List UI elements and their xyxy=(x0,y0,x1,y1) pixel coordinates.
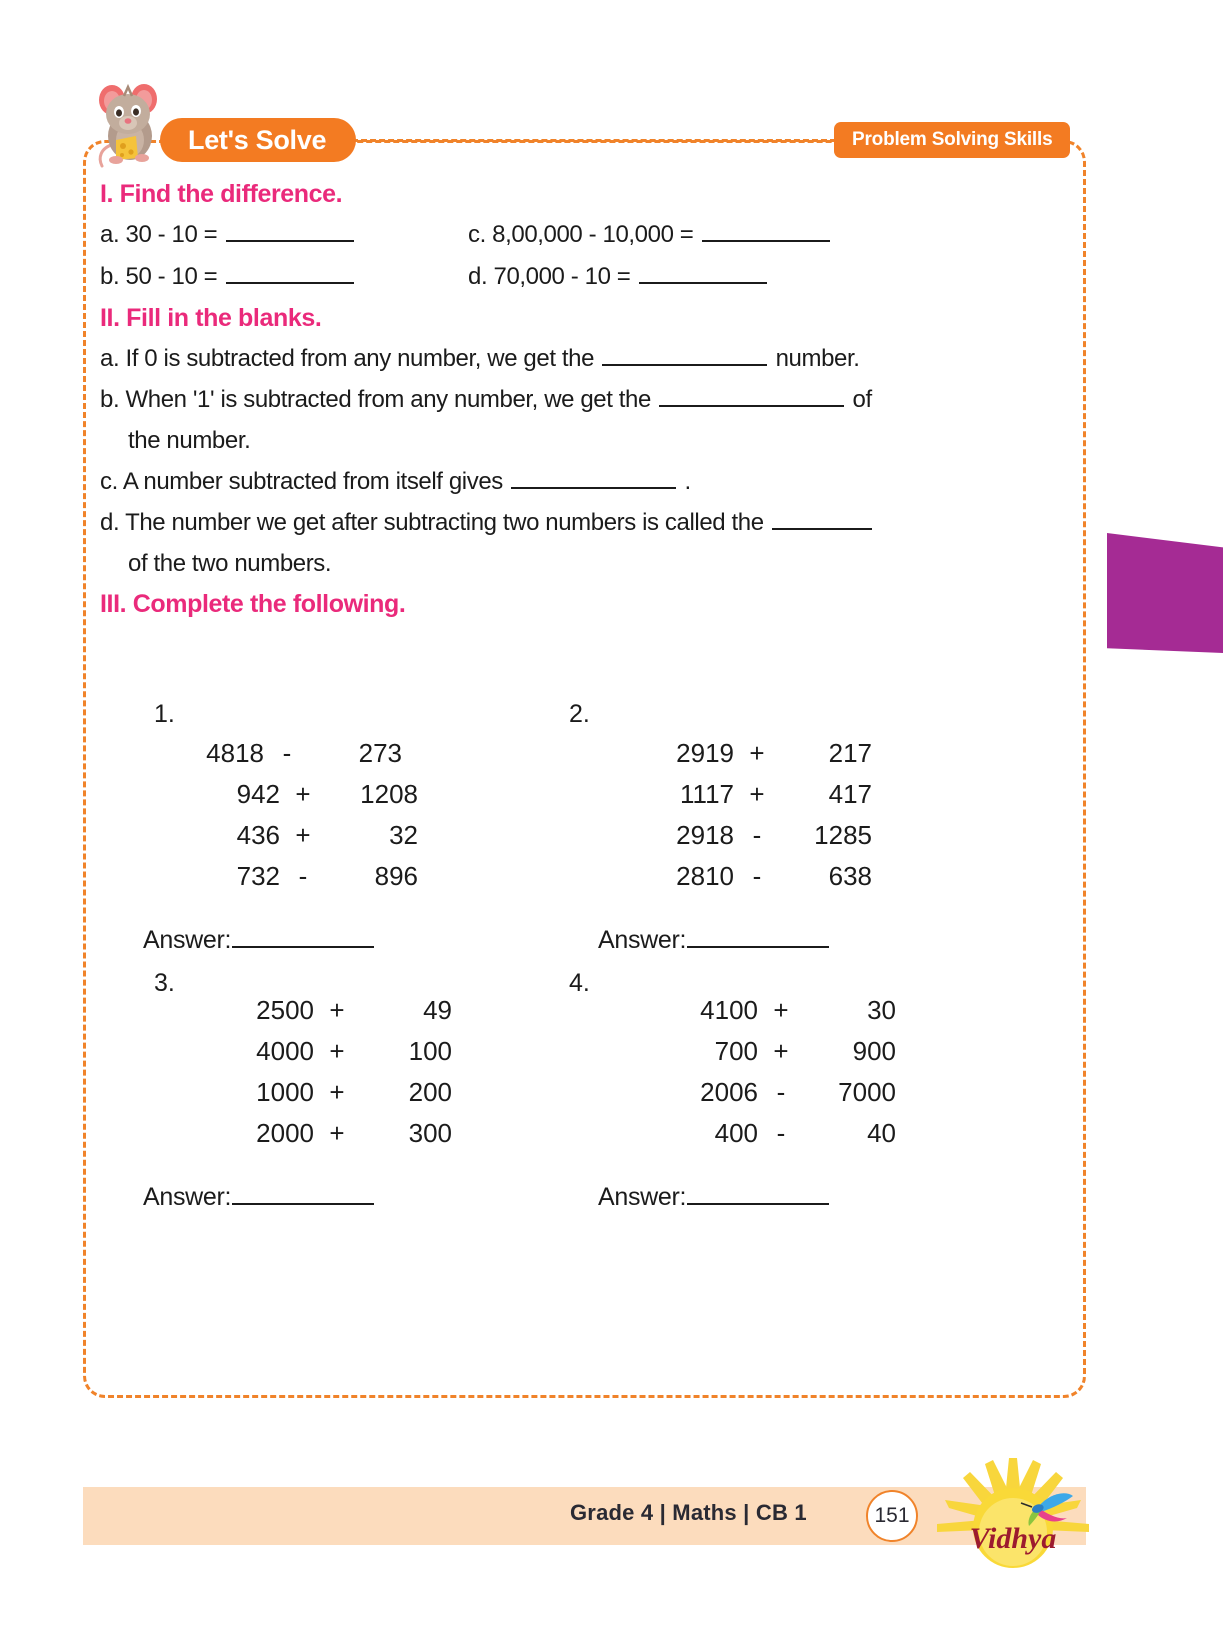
equation-row xyxy=(666,1077,980,1108)
operand-right: 300 xyxy=(408,1118,452,1148)
item-text-before: When '1' is subtracted from any number, we get the xyxy=(125,386,651,413)
operator: + xyxy=(295,779,311,809)
answer-blank[interactable] xyxy=(602,364,767,366)
operand-right: 1208 xyxy=(360,779,418,809)
operator: + xyxy=(773,995,789,1025)
operand-right: 7000 xyxy=(838,1077,896,1107)
answer-label: Answer: xyxy=(143,926,232,954)
equation-row xyxy=(188,779,530,810)
answer-blank[interactable] xyxy=(772,528,872,530)
mouse-with-cheese-icon xyxy=(88,78,180,170)
equation-row xyxy=(222,995,530,1026)
operator: + xyxy=(329,1036,345,1066)
section-2-item-b xyxy=(100,379,1075,420)
equation-row xyxy=(642,861,980,892)
equation-row xyxy=(666,1118,980,1149)
page-number-badge: 151 xyxy=(866,1490,918,1542)
problem-block-1 xyxy=(100,738,530,955)
item-text: 50 - 10 = xyxy=(125,263,218,290)
problem-block-2 xyxy=(550,738,980,955)
answer-label: Answer: xyxy=(598,1183,687,1211)
section-1-item-c xyxy=(468,214,1075,256)
item-text: 8,00,000 - 10,000 = xyxy=(492,221,694,248)
operand-left: 732 xyxy=(236,861,280,891)
page-edge-tab xyxy=(1107,533,1223,653)
section-2-heading: II. Fill in the blanks. xyxy=(100,304,322,332)
equation-row xyxy=(188,820,530,851)
operand-left: 942 xyxy=(236,779,280,809)
equation-row xyxy=(188,861,530,892)
problem-number-4: 4. xyxy=(569,969,590,997)
section-1-heading: I. Find the difference. xyxy=(100,180,343,208)
worksheet-content xyxy=(100,180,1075,624)
operand-left: 400 xyxy=(714,1118,758,1148)
item-text-before: If 0 is subtracted from any number, we get the xyxy=(125,345,595,372)
operand-right: 40 xyxy=(867,1118,896,1148)
section-2-item-d-continuation: of the two numbers. xyxy=(128,550,332,577)
equation-list xyxy=(100,738,530,892)
item-text-after: of xyxy=(852,386,872,413)
operand-right: 49 xyxy=(423,995,452,1025)
operator: - xyxy=(752,861,762,891)
equation-list xyxy=(550,995,980,1149)
section-1-item-b xyxy=(100,256,468,298)
item-label: a. xyxy=(100,345,120,372)
answer-row-4 xyxy=(598,1183,980,1212)
equation-row xyxy=(642,779,980,810)
operand-right: 900 xyxy=(852,1036,896,1066)
operand-left: 2000 xyxy=(256,1118,314,1148)
operator: + xyxy=(749,779,765,809)
operator: + xyxy=(773,1036,789,1066)
operator: - xyxy=(298,861,308,891)
section-3-problems xyxy=(100,700,1075,1212)
operand-right: 638 xyxy=(828,861,872,891)
item-label: d. xyxy=(468,263,488,290)
operand-right: 417 xyxy=(828,779,872,809)
operand-right: 1285 xyxy=(814,820,872,850)
section-2-item-d xyxy=(100,502,1075,543)
operand-right: 200 xyxy=(408,1077,452,1107)
operand-left: 4100 xyxy=(700,995,758,1025)
equation-list xyxy=(550,738,980,892)
item-label: b. xyxy=(100,386,120,413)
equation-row xyxy=(666,1036,980,1067)
item-text-after: number. xyxy=(775,345,860,372)
problem-block-4 xyxy=(550,995,980,1212)
section-3-heading: III. Complete the following. xyxy=(100,590,406,618)
answer-blank[interactable] xyxy=(639,282,767,284)
answer-blank[interactable] xyxy=(232,1203,374,1205)
operand-left: 2919 xyxy=(676,738,734,768)
equation-list xyxy=(100,995,530,1149)
item-label: d. xyxy=(100,509,120,536)
section-1-items xyxy=(100,214,1075,298)
equation-row xyxy=(666,995,980,1026)
answer-row-3 xyxy=(143,1183,530,1212)
equation-row xyxy=(642,820,980,851)
equation-row xyxy=(222,1118,530,1149)
operand-right: 217 xyxy=(828,738,872,768)
header-dashed-connector xyxy=(352,139,836,142)
operator: - xyxy=(752,820,762,850)
operand-right: 32 xyxy=(389,820,418,850)
operand-right: 100 xyxy=(408,1036,452,1066)
operand-left: 700 xyxy=(714,1036,758,1066)
operator: - xyxy=(282,738,292,768)
logo-wordmark: Vidhya xyxy=(969,1522,1057,1555)
problem-solving-skills-badge: Problem Solving Skills xyxy=(834,122,1070,158)
item-text-before: The number we get after subtracting two numbers is called the xyxy=(125,509,764,536)
item-text-before: A number subtracted from itself gives xyxy=(122,468,503,495)
item-text-after: . xyxy=(684,468,691,495)
operator: + xyxy=(749,738,765,768)
operator: - xyxy=(776,1077,786,1107)
problem-number-2: 2. xyxy=(569,700,590,728)
operator: - xyxy=(776,1118,786,1148)
operand-left: 2500 xyxy=(256,995,314,1025)
answer-blank[interactable] xyxy=(687,1203,829,1205)
footer-label: Grade 4 | Maths | CB 1 xyxy=(570,1500,807,1525)
operand-left: 2918 xyxy=(676,820,734,850)
section-2-item-b-continuation: the number. xyxy=(128,427,251,454)
section-2-item-a xyxy=(100,338,1075,379)
item-label: c. xyxy=(100,468,118,495)
item-label: c. xyxy=(468,221,486,248)
operand-left: 2006 xyxy=(700,1077,758,1107)
section-1-item-d xyxy=(468,256,1075,298)
operand-left: 4000 xyxy=(256,1036,314,1066)
equation-row xyxy=(222,1077,530,1108)
operand-left: 1000 xyxy=(256,1077,314,1107)
operand-right: 30 xyxy=(867,995,896,1025)
operand-right: 273 xyxy=(358,738,402,768)
operator: + xyxy=(329,995,345,1025)
section-1-item-a xyxy=(100,214,468,256)
problem-number-3: 3. xyxy=(154,969,175,997)
operand-right: 896 xyxy=(374,861,418,891)
section-2-item-c xyxy=(100,461,1075,502)
operand-left: 2810 xyxy=(676,861,734,891)
item-label: a. xyxy=(100,221,120,248)
item-text: 70,000 - 10 = xyxy=(493,263,631,290)
answer-blank[interactable] xyxy=(687,946,829,948)
answer-label: Answer: xyxy=(143,1183,232,1211)
sunburst-hummingbird-logo xyxy=(928,1440,1098,1570)
operator: + xyxy=(329,1077,345,1107)
answer-row-1 xyxy=(143,926,530,955)
operand-left: 436 xyxy=(236,820,280,850)
item-text: 30 - 10 = xyxy=(125,221,218,248)
operand-left: 1117 xyxy=(680,779,734,809)
item-label: b. xyxy=(100,263,120,290)
answer-blank[interactable] xyxy=(232,946,374,948)
problem-number-1: 1. xyxy=(154,700,175,728)
equation-row xyxy=(172,738,530,769)
problem-block-3 xyxy=(100,995,530,1212)
answer-blank[interactable] xyxy=(659,405,844,407)
operator: + xyxy=(329,1118,345,1148)
answer-blank[interactable] xyxy=(702,240,830,242)
equation-row xyxy=(642,738,980,769)
equation-row xyxy=(222,1036,530,1067)
answer-blank[interactable] xyxy=(226,240,354,242)
answer-label: Answer: xyxy=(598,926,687,954)
section-2-items xyxy=(100,338,1075,584)
answer-blank[interactable] xyxy=(511,487,676,489)
answer-row-2 xyxy=(598,926,980,955)
operand-left: 4818 xyxy=(206,738,264,768)
answer-blank[interactable] xyxy=(226,282,354,284)
operator: + xyxy=(295,820,311,850)
lets-solve-badge: Let's Solve xyxy=(160,118,356,162)
